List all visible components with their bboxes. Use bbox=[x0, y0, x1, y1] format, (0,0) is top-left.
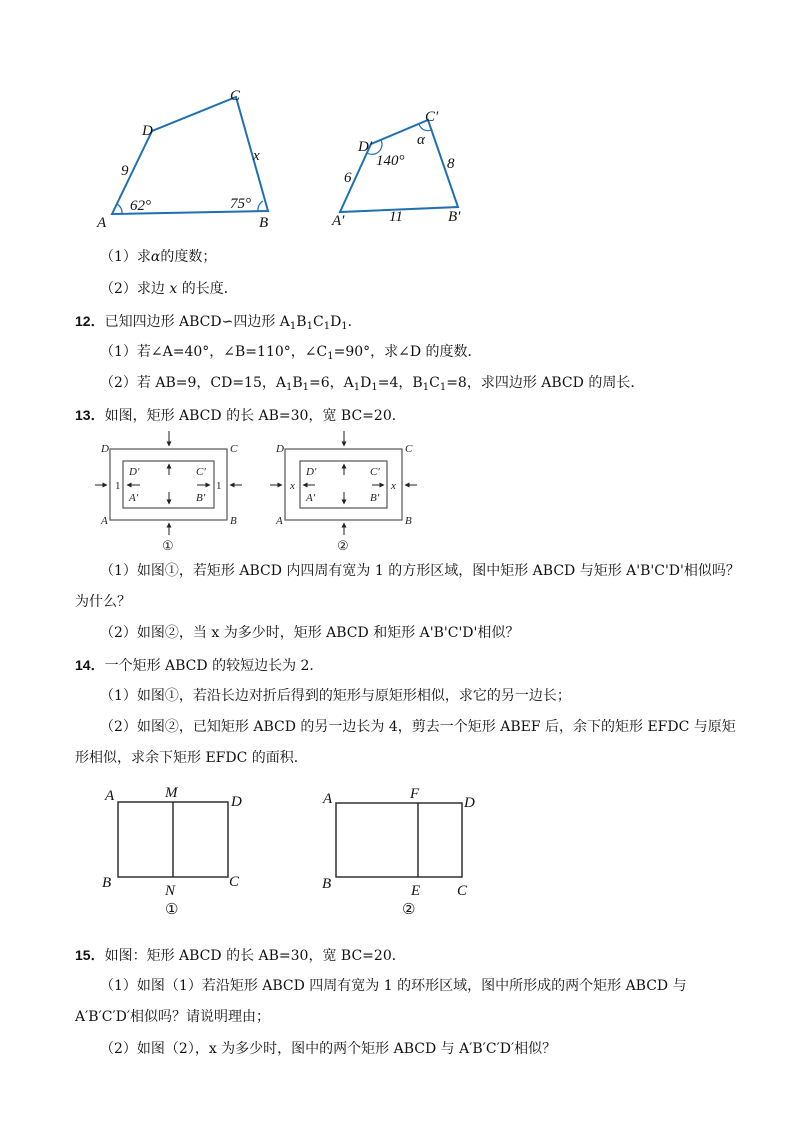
fig13-1-label-c1: C′ bbox=[196, 466, 206, 478]
fig14-1-caption: ① bbox=[165, 902, 179, 918]
q14-rectangles-figure bbox=[95, 780, 495, 925]
q11-part2: （2）求边 x 的长度． bbox=[100, 281, 238, 297]
q14-part2-line1: （2）如图②，已知矩形 ABCD 的另一边长为 4，剪去一个矩形 ABEF 后，余下的矩形 EFDC 与原矩 bbox=[100, 719, 736, 735]
fig13-2-label-d: D bbox=[276, 443, 284, 455]
fig14-1-label-d: D bbox=[231, 794, 242, 810]
fig14-2-caption: ② bbox=[402, 902, 416, 918]
angle-c1-label: α bbox=[417, 132, 425, 148]
fig14-2-label-d: D bbox=[464, 795, 475, 811]
fig14-2-label-c: C bbox=[457, 883, 468, 899]
fig13-2-label-b: B bbox=[405, 515, 412, 527]
q12-stem: 12．已知四边形 ABCD∽四边形 $A_1B_1C_1D_1$． bbox=[75, 313, 362, 332]
fig14-1-label-n: N bbox=[165, 883, 176, 899]
fig14-1-label-c: C bbox=[229, 874, 240, 890]
q14-figure-2 bbox=[322, 786, 475, 918]
angle-a-label: 62° bbox=[130, 198, 151, 214]
q14-stem: 14．一个矩形 ABCD 的较短边长为 2． bbox=[75, 657, 324, 674]
side-a1b1-label: 11 bbox=[389, 209, 403, 225]
label-d: D bbox=[142, 123, 153, 139]
q15-part2: （2）如图（2），x 为多少时，图中的两个矩形 ABCD 与 A′B′C′D′相似？ bbox=[100, 1041, 557, 1057]
q15-stem: 15．如图：矩形 ABCD 的长 AB=30，宽 BC=20． bbox=[75, 947, 406, 964]
label-c: C bbox=[230, 88, 241, 104]
fig13-1-width-right: 1 bbox=[216, 480, 222, 492]
q15-part1-line2: A′B′C′D′相似吗？请说明理由； bbox=[75, 1009, 271, 1025]
angle-b-label: 75° bbox=[230, 196, 251, 212]
angle-b-arc bbox=[258, 201, 263, 211]
q15-part1-line1: （1）如图（1）若沿矩形 ABCD 四周有宽为 1 的环形区域，图中所形成的两个矩形 ABCD 与 bbox=[100, 978, 687, 994]
side-a1d1-label: 6 bbox=[344, 170, 352, 186]
fig13-1-label-d1: D′ bbox=[129, 466, 140, 478]
q12-part2: （2）若 AB=9，CD=15，$A_1B_1=6$，$A_1D_1=4$，$B_1C_1=8$，求四边形 ABCD 的周长． bbox=[100, 375, 645, 393]
q14-part1: （1）如图①，若沿长边对折后得到的矩形与原矩形相似，求它的另一边长； bbox=[100, 688, 571, 704]
label-c1: C′ bbox=[425, 109, 439, 125]
fig14-1-label-b: B bbox=[102, 875, 112, 891]
label-d1: D′ bbox=[358, 139, 373, 155]
fig14-2-label-a: A bbox=[323, 791, 333, 807]
q14-figure-1 bbox=[102, 785, 242, 918]
fig13-1-label-a: A bbox=[101, 515, 108, 527]
fig13-2-label-c: C bbox=[405, 443, 413, 455]
fig14-2-label-e: E bbox=[411, 883, 421, 899]
q13-figure-1 bbox=[95, 431, 242, 553]
q12-part1: （1）若∠A=40°，∠B=110°，$\angle C_1=90^\circ$，求∠D 的度数． bbox=[100, 344, 482, 362]
fig13-1-label-b: B bbox=[230, 515, 237, 527]
fig13-2-label-c1: C′ bbox=[370, 466, 380, 478]
label-a1: A′ bbox=[332, 213, 345, 229]
fig14-1-label-m: M bbox=[165, 785, 178, 801]
q14-part2-line2: 形相似，求余下矩形 EFDC 的面积． bbox=[75, 750, 308, 766]
q13-part1-line1: （1）如图①，若矩形 ABCD 内四周有宽为 1 的方形区域，图中矩形 ABCD 与矩形 A'B'C'D'相似吗？ bbox=[100, 563, 740, 579]
fig13-2-width-left: x bbox=[290, 480, 295, 492]
fig13-2-width-right: x bbox=[391, 480, 396, 492]
q13-rectangles-figure bbox=[90, 428, 430, 554]
q11-quadrilateral-figure bbox=[95, 80, 485, 235]
fig13-2-label-d1: D′ bbox=[306, 466, 317, 478]
fig13-2-label-a: A bbox=[276, 515, 283, 527]
fig13-2-label-a1: A′ bbox=[306, 492, 316, 504]
fig14-1-label-a: A bbox=[105, 788, 115, 804]
q13-part1-line2: 为什么？ bbox=[75, 594, 131, 610]
side-b1c1-label: 8 bbox=[447, 156, 455, 172]
angle-a-arc bbox=[117, 204, 122, 214]
side-ad-label: 9 bbox=[121, 163, 129, 179]
fig13-2-caption: ② bbox=[337, 538, 349, 553]
fig14-2-label-b: B bbox=[322, 876, 332, 892]
label-b: B bbox=[259, 215, 269, 231]
label-b1: B′ bbox=[448, 209, 461, 225]
fig13-1-label-a1: A′ bbox=[129, 492, 139, 504]
fig14-2-label-f: F bbox=[410, 786, 420, 802]
q13-stem: 13．如图，矩形 ABCD 的长 AB=30，宽 BC=20． bbox=[75, 407, 406, 424]
fig13-2-label-b1: B′ bbox=[370, 492, 380, 504]
fig13-1-caption: ① bbox=[162, 538, 174, 553]
fig13-1-label-d: D bbox=[101, 443, 109, 455]
fig13-1-width-left: 1 bbox=[115, 480, 121, 492]
angle-d1-label: 140° bbox=[376, 153, 405, 169]
label-a: A bbox=[97, 215, 107, 231]
fig13-1-label-c: C bbox=[230, 443, 238, 455]
q13-figure-2 bbox=[270, 431, 417, 553]
q11-part1: （1）求α的度数； bbox=[100, 249, 217, 265]
fig13-1-label-b1: B′ bbox=[196, 492, 206, 504]
q13-part2: （2）如图②，当 x 为多少时，矩形 ABCD 和矩形 A'B'C'D'相似？ bbox=[100, 625, 520, 641]
side-bc-label: x bbox=[253, 148, 260, 164]
